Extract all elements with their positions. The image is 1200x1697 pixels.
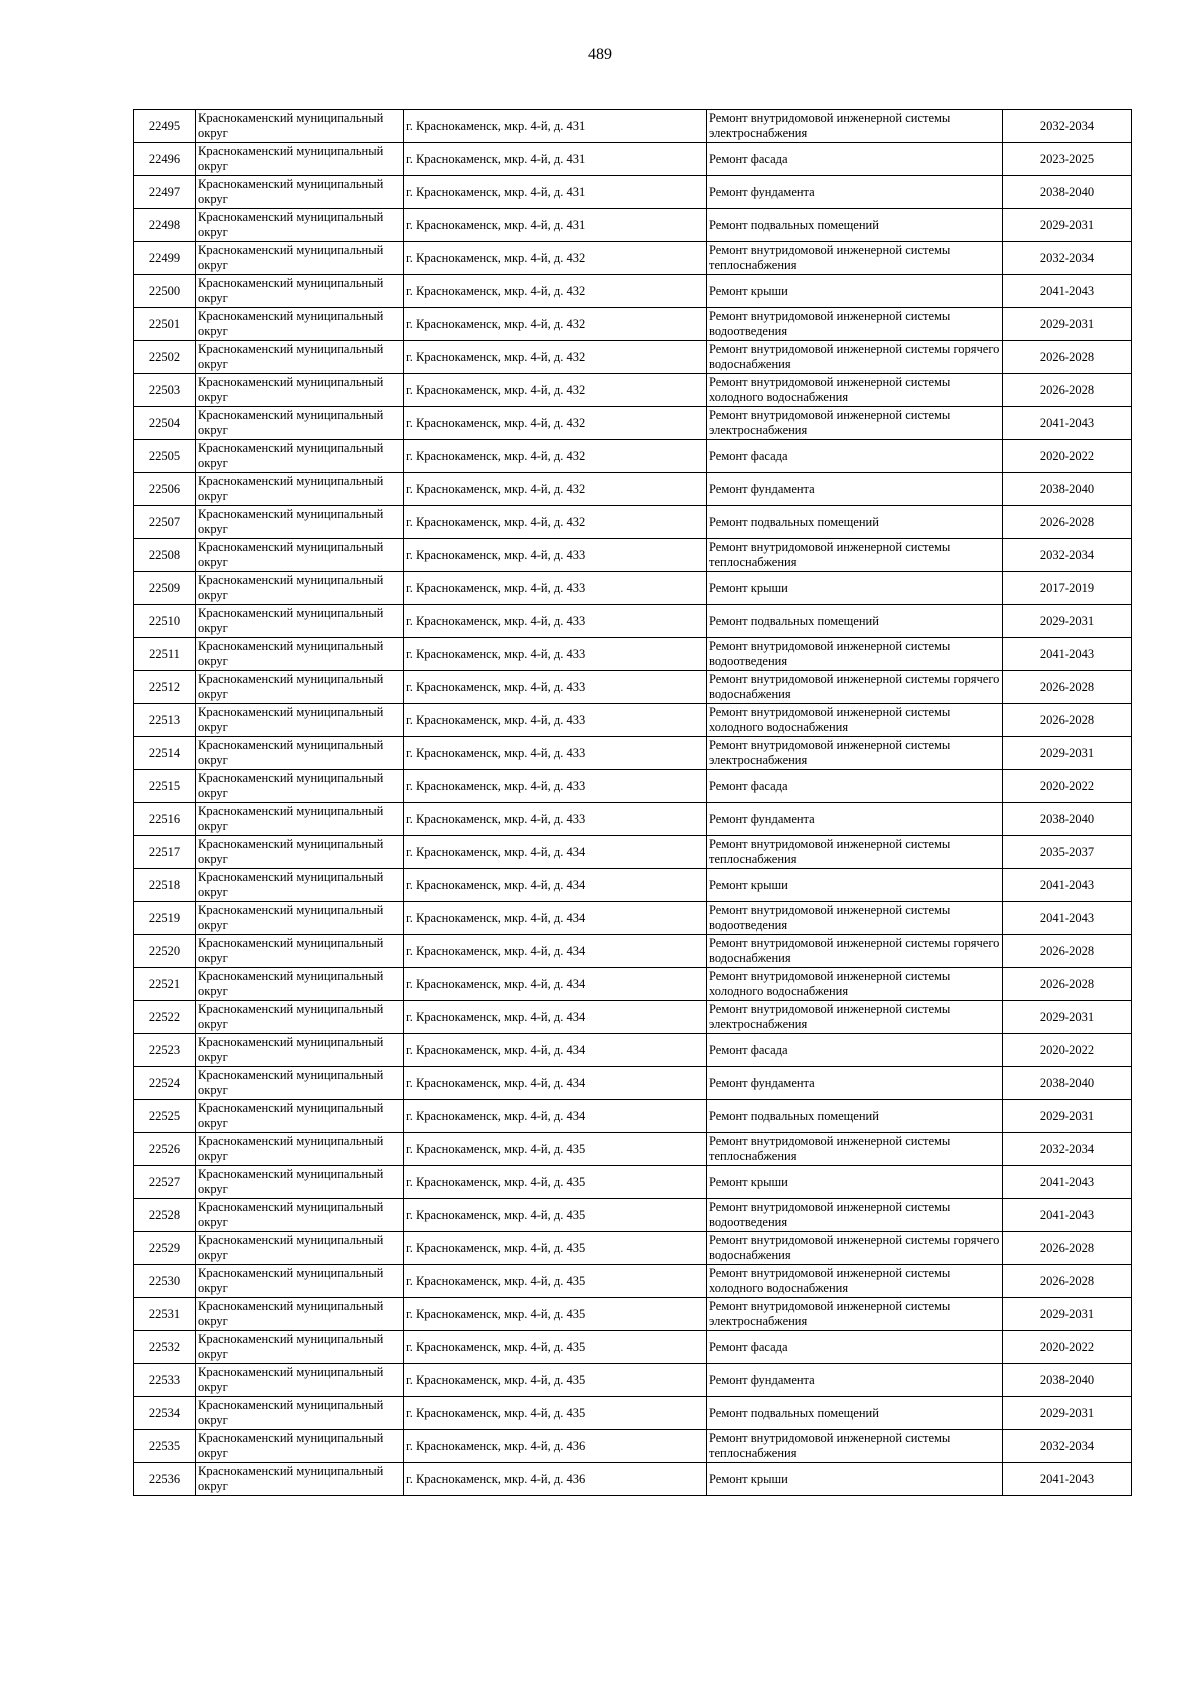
- address-cell: г. Краснокаменск, мкр. 4-й, д. 433: [404, 605, 707, 638]
- table-row: [134, 506, 1132, 539]
- period-cell: 2035-2037: [1003, 836, 1132, 869]
- period-cell: 2026-2028: [1003, 935, 1132, 968]
- period-cell: 2020-2022: [1003, 1331, 1132, 1364]
- address-cell: г. Краснокаменск, мкр. 4-й, д. 433: [404, 572, 707, 605]
- period-cell: 2026-2028: [1003, 1232, 1132, 1265]
- address-cell: г. Краснокаменск, мкр. 4-й, д. 434: [404, 902, 707, 935]
- work-type-cell: Ремонт внутридомовой инженерной системы электроснабжения: [707, 1001, 1003, 1034]
- row-number-cell: 22517: [134, 836, 196, 869]
- address-cell: г. Краснокаменск, мкр. 4-й, д. 434: [404, 1034, 707, 1067]
- municipality-cell: Краснокаменский муниципальный округ: [196, 308, 404, 341]
- row-number-cell: 22535: [134, 1430, 196, 1463]
- period-cell: 2041-2043: [1003, 1463, 1132, 1496]
- table-row: [134, 935, 1132, 968]
- work-type-cell: Ремонт подвальных помещений: [707, 1397, 1003, 1430]
- table-row: [134, 671, 1132, 704]
- row-number-cell: 22508: [134, 539, 196, 572]
- address-cell: г. Краснокаменск, мкр. 4-й, д. 434: [404, 836, 707, 869]
- work-type-cell: Ремонт фасада: [707, 1034, 1003, 1067]
- table-row: [134, 110, 1132, 143]
- work-type-cell: Ремонт фасада: [707, 770, 1003, 803]
- municipality-cell: Краснокаменский муниципальный округ: [196, 902, 404, 935]
- table-row: [134, 902, 1132, 935]
- address-cell: г. Краснокаменск, мкр. 4-й, д. 435: [404, 1199, 707, 1232]
- address-cell: г. Краснокаменск, мкр. 4-й, д. 433: [404, 671, 707, 704]
- address-cell: г. Краснокаменск, мкр. 4-й, д. 435: [404, 1232, 707, 1265]
- table-row: [134, 275, 1132, 308]
- period-cell: 2041-2043: [1003, 902, 1132, 935]
- work-type-cell: Ремонт внутридомовой инженерной системы теплоснабжения: [707, 1133, 1003, 1166]
- address-cell: г. Краснокаменск, мкр. 4-й, д. 432: [404, 374, 707, 407]
- period-cell: 2041-2043: [1003, 1199, 1132, 1232]
- period-cell: 2017-2019: [1003, 572, 1132, 605]
- address-cell: г. Краснокаменск, мкр. 4-й, д. 435: [404, 1298, 707, 1331]
- work-type-cell: Ремонт внутридомовой инженерной системы электроснабжения: [707, 110, 1003, 143]
- period-cell: 2032-2034: [1003, 1133, 1132, 1166]
- table-row: [134, 1232, 1132, 1265]
- municipality-cell: Краснокаменский муниципальный округ: [196, 638, 404, 671]
- address-cell: г. Краснокаменск, мкр. 4-й, д. 433: [404, 803, 707, 836]
- table-row: [134, 1133, 1132, 1166]
- work-type-cell: Ремонт внутридомовой инженерной системы водоотведения: [707, 308, 1003, 341]
- row-number-cell: 22509: [134, 572, 196, 605]
- row-number-cell: 22511: [134, 638, 196, 671]
- municipality-cell: Краснокаменский муниципальный округ: [196, 1001, 404, 1034]
- municipality-cell: Краснокаменский муниципальный округ: [196, 869, 404, 902]
- address-cell: г. Краснокаменск, мкр. 4-й, д. 432: [404, 275, 707, 308]
- municipality-cell: Краснокаменский муниципальный округ: [196, 1100, 404, 1133]
- table-row: [134, 539, 1132, 572]
- address-cell: г. Краснокаменск, мкр. 4-й, д. 436: [404, 1430, 707, 1463]
- period-cell: 2041-2043: [1003, 1166, 1132, 1199]
- table-body: [134, 110, 1132, 1496]
- row-number-cell: 22519: [134, 902, 196, 935]
- work-type-cell: Ремонт внутридомовой инженерной системы горячего водоснабжения: [707, 341, 1003, 374]
- municipality-cell: Краснокаменский муниципальный округ: [196, 143, 404, 176]
- table-row: [134, 440, 1132, 473]
- row-number-cell: 22503: [134, 374, 196, 407]
- work-type-cell: Ремонт внутридомовой инженерной системы холодного водоснабжения: [707, 704, 1003, 737]
- period-cell: 2029-2031: [1003, 1001, 1132, 1034]
- table-row: [134, 737, 1132, 770]
- work-type-cell: Ремонт подвальных помещений: [707, 1100, 1003, 1133]
- municipality-cell: Краснокаменский муниципальный округ: [196, 374, 404, 407]
- row-number-cell: 22507: [134, 506, 196, 539]
- municipality-cell: Краснокаменский муниципальный округ: [196, 440, 404, 473]
- table-row: [134, 1430, 1132, 1463]
- work-type-cell: Ремонт крыши: [707, 572, 1003, 605]
- table-row: [134, 1166, 1132, 1199]
- address-cell: г. Краснокаменск, мкр. 4-й, д. 433: [404, 737, 707, 770]
- work-type-cell: Ремонт внутридомовой инженерной системы холодного водоснабжения: [707, 1265, 1003, 1298]
- municipality-cell: Краснокаменский муниципальный округ: [196, 1397, 404, 1430]
- table-row: [134, 209, 1132, 242]
- table-row: [134, 1298, 1132, 1331]
- period-cell: 2029-2031: [1003, 1298, 1132, 1331]
- address-cell: г. Краснокаменск, мкр. 4-й, д. 431: [404, 110, 707, 143]
- municipality-cell: Краснокаменский муниципальный округ: [196, 1298, 404, 1331]
- address-cell: г. Краснокаменск, мкр. 4-й, д. 431: [404, 209, 707, 242]
- work-type-cell: Ремонт фундамента: [707, 1067, 1003, 1100]
- municipality-cell: Краснокаменский муниципальный округ: [196, 176, 404, 209]
- row-number-cell: 22527: [134, 1166, 196, 1199]
- row-number-cell: 22529: [134, 1232, 196, 1265]
- municipality-cell: Краснокаменский муниципальный округ: [196, 1331, 404, 1364]
- period-cell: 2032-2034: [1003, 1430, 1132, 1463]
- row-number-cell: 22500: [134, 275, 196, 308]
- work-type-cell: Ремонт внутридомовой инженерной системы водоотведения: [707, 638, 1003, 671]
- municipality-cell: Краснокаменский муниципальный округ: [196, 935, 404, 968]
- row-number-cell: 22501: [134, 308, 196, 341]
- municipality-cell: Краснокаменский муниципальный округ: [196, 407, 404, 440]
- work-type-cell: Ремонт внутридомовой инженерной системы водоотведения: [707, 1199, 1003, 1232]
- table-row: [134, 1100, 1132, 1133]
- address-cell: г. Краснокаменск, мкр. 4-й, д. 431: [404, 176, 707, 209]
- period-cell: 2029-2031: [1003, 605, 1132, 638]
- municipality-cell: Краснокаменский муниципальный округ: [196, 473, 404, 506]
- work-type-cell: Ремонт внутридомовой инженерной системы теплоснабжения: [707, 242, 1003, 275]
- table-row: [134, 803, 1132, 836]
- row-number-cell: 22528: [134, 1199, 196, 1232]
- work-type-cell: Ремонт крыши: [707, 1166, 1003, 1199]
- period-cell: 2026-2028: [1003, 1265, 1132, 1298]
- row-number-cell: 22512: [134, 671, 196, 704]
- row-number-cell: 22522: [134, 1001, 196, 1034]
- row-number-cell: 22523: [134, 1034, 196, 1067]
- work-type-cell: Ремонт фундамента: [707, 803, 1003, 836]
- work-type-cell: Ремонт внутридомовой инженерной системы горячего водоснабжения: [707, 1232, 1003, 1265]
- period-cell: 2020-2022: [1003, 1034, 1132, 1067]
- row-number-cell: 22497: [134, 176, 196, 209]
- period-cell: 2038-2040: [1003, 803, 1132, 836]
- period-cell: 2032-2034: [1003, 110, 1132, 143]
- table-row: [134, 374, 1132, 407]
- address-cell: г. Краснокаменск, мкр. 4-й, д. 432: [404, 407, 707, 440]
- table-row: [134, 341, 1132, 374]
- period-cell: 2038-2040: [1003, 176, 1132, 209]
- work-type-cell: Ремонт внутридомовой инженерной системы теплоснабжения: [707, 836, 1003, 869]
- table-row: [134, 704, 1132, 737]
- row-number-cell: 22536: [134, 1463, 196, 1496]
- table-row: [134, 638, 1132, 671]
- address-cell: г. Краснокаменск, мкр. 4-й, д. 432: [404, 473, 707, 506]
- row-number-cell: 22518: [134, 869, 196, 902]
- municipality-cell: Краснокаменский муниципальный округ: [196, 1364, 404, 1397]
- table-row: [134, 1331, 1132, 1364]
- period-cell: 2029-2031: [1003, 1397, 1132, 1430]
- period-cell: 2029-2031: [1003, 209, 1132, 242]
- municipality-cell: Краснокаменский муниципальный округ: [196, 110, 404, 143]
- repair-schedule-table: [133, 109, 1132, 1496]
- address-cell: г. Краснокаменск, мкр. 4-й, д. 435: [404, 1364, 707, 1397]
- municipality-cell: Краснокаменский муниципальный округ: [196, 242, 404, 275]
- period-cell: 2032-2034: [1003, 539, 1132, 572]
- municipality-cell: Краснокаменский муниципальный округ: [196, 1232, 404, 1265]
- row-number-cell: 22510: [134, 605, 196, 638]
- address-cell: г. Краснокаменск, мкр. 4-й, д. 434: [404, 869, 707, 902]
- row-number-cell: 22505: [134, 440, 196, 473]
- municipality-cell: Краснокаменский муниципальный округ: [196, 671, 404, 704]
- address-cell: г. Краснокаменск, мкр. 4-й, д. 434: [404, 935, 707, 968]
- table-row: [134, 1265, 1132, 1298]
- period-cell: 2026-2028: [1003, 704, 1132, 737]
- address-cell: г. Краснокаменск, мкр. 4-й, д. 435: [404, 1133, 707, 1166]
- page-number: 489: [588, 46, 612, 63]
- table-row: [134, 407, 1132, 440]
- municipality-cell: Краснокаменский муниципальный округ: [196, 968, 404, 1001]
- table-row: [134, 572, 1132, 605]
- period-cell: 2026-2028: [1003, 968, 1132, 1001]
- work-type-cell: Ремонт фундамента: [707, 1364, 1003, 1397]
- row-number-cell: 22514: [134, 737, 196, 770]
- table-row: [134, 605, 1132, 638]
- period-cell: 2023-2025: [1003, 143, 1132, 176]
- work-type-cell: Ремонт подвальных помещений: [707, 506, 1003, 539]
- municipality-cell: Краснокаменский муниципальный округ: [196, 605, 404, 638]
- address-cell: г. Краснокаменск, мкр. 4-й, д. 436: [404, 1463, 707, 1496]
- period-cell: 2020-2022: [1003, 440, 1132, 473]
- row-number-cell: 22534: [134, 1397, 196, 1430]
- municipality-cell: Краснокаменский муниципальный округ: [196, 836, 404, 869]
- address-cell: г. Краснокаменск, мкр. 4-й, д. 435: [404, 1166, 707, 1199]
- address-cell: г. Краснокаменск, мкр. 4-й, д. 435: [404, 1331, 707, 1364]
- row-number-cell: 22525: [134, 1100, 196, 1133]
- work-type-cell: Ремонт внутридомовой инженерной системы холодного водоснабжения: [707, 374, 1003, 407]
- row-number-cell: 22499: [134, 242, 196, 275]
- period-cell: 2032-2034: [1003, 242, 1132, 275]
- table-row: [134, 473, 1132, 506]
- period-cell: 2026-2028: [1003, 341, 1132, 374]
- municipality-cell: Краснокаменский муниципальный округ: [196, 1133, 404, 1166]
- municipality-cell: Краснокаменский муниципальный округ: [196, 275, 404, 308]
- address-cell: г. Краснокаменск, мкр. 4-й, д. 434: [404, 1001, 707, 1034]
- table-row: [134, 1397, 1132, 1430]
- work-type-cell: Ремонт фасада: [707, 1331, 1003, 1364]
- row-number-cell: 22531: [134, 1298, 196, 1331]
- municipality-cell: Краснокаменский муниципальный округ: [196, 737, 404, 770]
- municipality-cell: Краснокаменский муниципальный округ: [196, 341, 404, 374]
- address-cell: г. Краснокаменск, мкр. 4-й, д. 432: [404, 341, 707, 374]
- work-type-cell: Ремонт внутридомовой инженерной системы горячего водоснабжения: [707, 671, 1003, 704]
- row-number-cell: 22516: [134, 803, 196, 836]
- address-cell: г. Краснокаменск, мкр. 4-й, д. 434: [404, 1067, 707, 1100]
- table-row: [134, 869, 1132, 902]
- table-row: [134, 176, 1132, 209]
- table-row: [134, 968, 1132, 1001]
- address-cell: г. Краснокаменск, мкр. 4-й, д. 433: [404, 770, 707, 803]
- municipality-cell: Краснокаменский муниципальный округ: [196, 1199, 404, 1232]
- address-cell: г. Краснокаменск, мкр. 4-й, д. 432: [404, 242, 707, 275]
- work-type-cell: Ремонт крыши: [707, 869, 1003, 902]
- address-cell: г. Краснокаменск, мкр. 4-й, д. 435: [404, 1265, 707, 1298]
- work-type-cell: Ремонт подвальных помещений: [707, 209, 1003, 242]
- work-type-cell: Ремонт внутридомовой инженерной системы электроснабжения: [707, 1298, 1003, 1331]
- municipality-cell: Краснокаменский муниципальный округ: [196, 506, 404, 539]
- address-cell: г. Краснокаменск, мкр. 4-й, д. 434: [404, 1100, 707, 1133]
- table-row: [134, 1463, 1132, 1496]
- table-row: [134, 1001, 1132, 1034]
- address-cell: г. Краснокаменск, мкр. 4-й, д. 432: [404, 308, 707, 341]
- work-type-cell: Ремонт фундамента: [707, 473, 1003, 506]
- row-number-cell: 22513: [134, 704, 196, 737]
- address-cell: г. Краснокаменск, мкр. 4-й, д. 433: [404, 638, 707, 671]
- row-number-cell: 22502: [134, 341, 196, 374]
- period-cell: 2029-2031: [1003, 1100, 1132, 1133]
- period-cell: 2026-2028: [1003, 374, 1132, 407]
- municipality-cell: Краснокаменский муниципальный округ: [196, 1067, 404, 1100]
- municipality-cell: Краснокаменский муниципальный округ: [196, 770, 404, 803]
- address-cell: г. Краснокаменск, мкр. 4-й, д. 434: [404, 968, 707, 1001]
- period-cell: 2038-2040: [1003, 473, 1132, 506]
- municipality-cell: Краснокаменский муниципальный округ: [196, 1265, 404, 1298]
- row-number-cell: 22504: [134, 407, 196, 440]
- address-cell: г. Краснокаменск, мкр. 4-й, д. 432: [404, 506, 707, 539]
- row-number-cell: 22520: [134, 935, 196, 968]
- work-type-cell: Ремонт внутридомовой инженерной системы водоотведения: [707, 902, 1003, 935]
- work-type-cell: Ремонт крыши: [707, 275, 1003, 308]
- period-cell: 2026-2028: [1003, 506, 1132, 539]
- table-row: [134, 1034, 1132, 1067]
- table-row: [134, 1067, 1132, 1100]
- address-cell: г. Краснокаменск, мкр. 4-й, д. 432: [404, 440, 707, 473]
- table-row: [134, 143, 1132, 176]
- row-number-cell: 22496: [134, 143, 196, 176]
- work-type-cell: Ремонт внутридомовой инженерной системы электроснабжения: [707, 407, 1003, 440]
- address-cell: г. Краснокаменск, мкр. 4-й, д. 435: [404, 1397, 707, 1430]
- period-cell: 2038-2040: [1003, 1067, 1132, 1100]
- municipality-cell: Краснокаменский муниципальный округ: [196, 1463, 404, 1496]
- work-type-cell: Ремонт внутридомовой инженерной системы горячего водоснабжения: [707, 935, 1003, 968]
- work-type-cell: Ремонт внутридомовой инженерной системы холодного водоснабжения: [707, 968, 1003, 1001]
- period-cell: 2029-2031: [1003, 737, 1132, 770]
- table-row: [134, 1199, 1132, 1232]
- address-cell: г. Краснокаменск, мкр. 4-й, д. 431: [404, 143, 707, 176]
- period-cell: 2029-2031: [1003, 308, 1132, 341]
- period-cell: 2041-2043: [1003, 638, 1132, 671]
- municipality-cell: Краснокаменский муниципальный округ: [196, 1034, 404, 1067]
- period-cell: 2026-2028: [1003, 671, 1132, 704]
- municipality-cell: Краснокаменский муниципальный округ: [196, 539, 404, 572]
- municipality-cell: Краснокаменский муниципальный округ: [196, 1430, 404, 1463]
- work-type-cell: Ремонт внутридомовой инженерной системы электроснабжения: [707, 737, 1003, 770]
- row-number-cell: 22515: [134, 770, 196, 803]
- work-type-cell: Ремонт подвальных помещений: [707, 605, 1003, 638]
- row-number-cell: 22524: [134, 1067, 196, 1100]
- row-number-cell: 22530: [134, 1265, 196, 1298]
- address-cell: г. Краснокаменск, мкр. 4-й, д. 433: [404, 704, 707, 737]
- municipality-cell: Краснокаменский муниципальный округ: [196, 803, 404, 836]
- municipality-cell: Краснокаменский муниципальный округ: [196, 1166, 404, 1199]
- period-cell: 2020-2022: [1003, 770, 1132, 803]
- period-cell: 2041-2043: [1003, 275, 1132, 308]
- period-cell: 2041-2043: [1003, 869, 1132, 902]
- work-type-cell: Ремонт внутридомовой инженерной системы теплоснабжения: [707, 539, 1003, 572]
- work-type-cell: Ремонт фасада: [707, 440, 1003, 473]
- address-cell: г. Краснокаменск, мкр. 4-й, д. 433: [404, 539, 707, 572]
- row-number-cell: 22526: [134, 1133, 196, 1166]
- table-row: [134, 1364, 1132, 1397]
- table-row: [134, 770, 1132, 803]
- row-number-cell: 22533: [134, 1364, 196, 1397]
- work-type-cell: Ремонт крыши: [707, 1463, 1003, 1496]
- municipality-cell: Краснокаменский муниципальный округ: [196, 209, 404, 242]
- table-row: [134, 308, 1132, 341]
- work-type-cell: Ремонт фундамента: [707, 176, 1003, 209]
- period-cell: 2041-2043: [1003, 407, 1132, 440]
- municipality-cell: Краснокаменский муниципальный округ: [196, 704, 404, 737]
- work-type-cell: Ремонт фасада: [707, 143, 1003, 176]
- municipality-cell: Краснокаменский муниципальный округ: [196, 572, 404, 605]
- row-number-cell: 22506: [134, 473, 196, 506]
- row-number-cell: 22521: [134, 968, 196, 1001]
- row-number-cell: 22495: [134, 110, 196, 143]
- row-number-cell: 22498: [134, 209, 196, 242]
- work-type-cell: Ремонт внутридомовой инженерной системы теплоснабжения: [707, 1430, 1003, 1463]
- table-row: [134, 242, 1132, 275]
- row-number-cell: 22532: [134, 1331, 196, 1364]
- period-cell: 2038-2040: [1003, 1364, 1132, 1397]
- table-row: [134, 836, 1132, 869]
